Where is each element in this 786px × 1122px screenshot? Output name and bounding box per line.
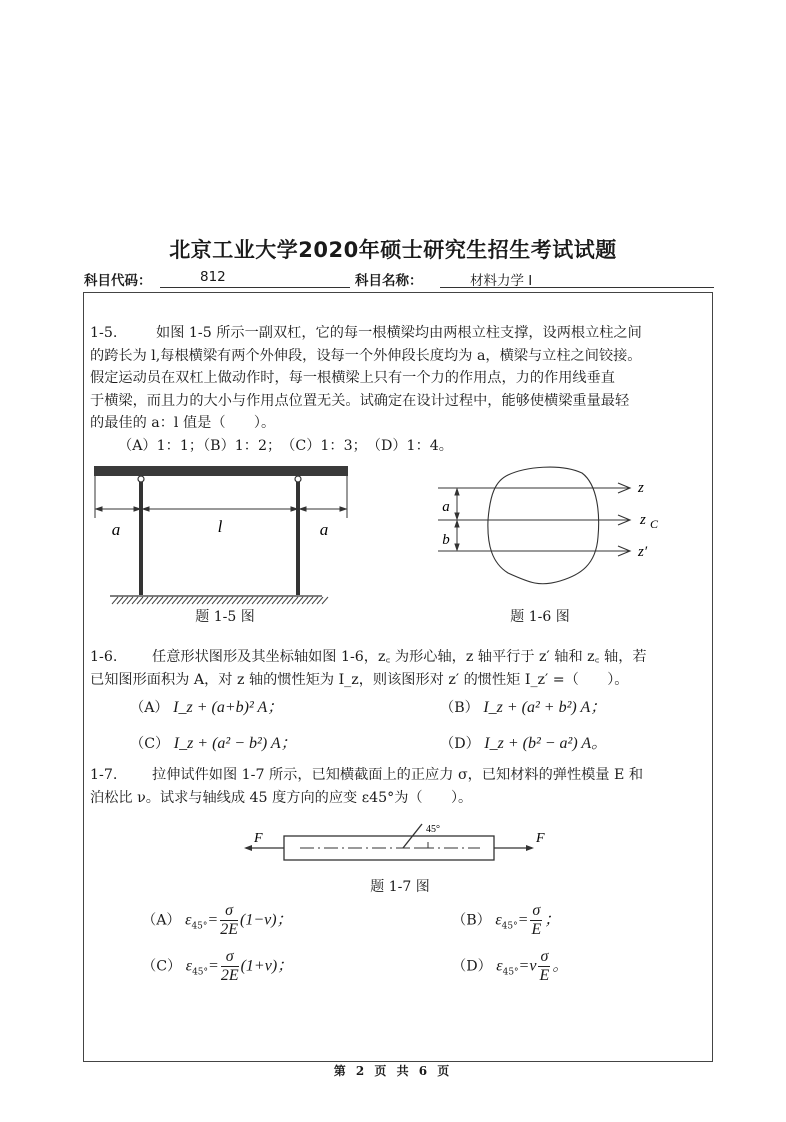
hatch-stroke: [192, 597, 198, 604]
figure-1-5-parallel-bars: [88, 458, 358, 608]
hatch-stroke: [257, 597, 263, 604]
crossbeam: [94, 466, 348, 476]
frac-numerator: σ: [220, 902, 238, 921]
figure-1-5-caption: 题 1-5 图: [195, 609, 255, 625]
hatch-stroke: [152, 597, 158, 604]
hatch-stroke: [167, 597, 173, 604]
frac-numerator: σ: [540, 948, 549, 965]
arbitrary-shape: [488, 467, 599, 584]
hatch-stroke: [307, 597, 313, 604]
q16-option-b: [440, 694, 606, 717]
force-label-left: F: [254, 831, 263, 846]
hatch-stroke: [237, 597, 243, 604]
option-expr: I_z + (a² − b²) A；: [173, 735, 297, 752]
q16-line-2: 已知图形面积为 A，对 z 轴的惯性矩为 I_z，则该图形对 z′ 的惯性矩 I_z′ =（ ）。: [90, 671, 629, 688]
frac-denominator: 2E: [220, 921, 238, 938]
angle-label: 45°: [426, 824, 440, 835]
q17-option-d: （D） $\varepsilon_{45^\circ}=\nu$ $\frac{\sigma}{E}$ 。: [452, 948, 569, 984]
dim-label-a-right: a: [319, 520, 329, 539]
hatch-stroke: [242, 597, 248, 604]
q15-number: 1-5.: [90, 325, 118, 341]
option-label: （D）: [440, 736, 480, 752]
hatch-stroke: [182, 597, 188, 604]
q17-number: 1-7.: [90, 767, 118, 783]
exam-title: 北京工业大学2020年硕士研究生招生考试试题: [169, 238, 617, 262]
post-left: [139, 482, 143, 595]
q17-option-a: （A） $\varepsilon_{45^\circ}=$ $\frac{\sigma}{2E}$ (1−ν)；: [142, 902, 293, 938]
force-label-right: F: [536, 831, 545, 846]
hatch-stroke: [162, 597, 168, 604]
strain-symbol: ε: [185, 957, 193, 975]
hatch-stroke: [112, 597, 118, 604]
hatch-stroke: [137, 597, 143, 604]
strain-subscript: 45°: [501, 921, 518, 932]
arrow-right: [526, 845, 534, 851]
dim-label-l: l: [217, 517, 223, 536]
strain-symbol: ε: [495, 911, 502, 929]
hatch-stroke: [207, 597, 213, 604]
hatch-stroke: [217, 597, 223, 604]
question-1-7: [90, 764, 710, 809]
q15-text-1: 如图 1-5 所示一副双杠，它的每一根横梁均由两根立柱支撑，设两根立柱之间: [156, 325, 642, 341]
frac-denominator: 2E: [220, 967, 239, 984]
hinge-right: [295, 476, 301, 482]
question-1-6: [90, 646, 710, 691]
dimension-lines: [96, 507, 346, 511]
option-tail: (1−ν)；: [239, 911, 293, 929]
hatch-stroke: [267, 597, 273, 604]
hatch-stroke: [272, 597, 278, 604]
hatch-stroke: [122, 597, 128, 604]
q16-number: 1-6.: [90, 649, 118, 665]
hatch-stroke: [292, 597, 298, 604]
hatch-stroke: [227, 597, 233, 604]
subject-code-value: 812: [200, 269, 226, 285]
hatch-stroke: [197, 597, 203, 604]
hatch-stroke: [132, 597, 138, 604]
hatch-stroke: [262, 597, 268, 604]
option-tail: 。: [552, 957, 569, 975]
figure-1-7-tension-specimen: [240, 818, 560, 868]
option-label: （C）: [130, 736, 170, 752]
option-label: （C）: [142, 958, 182, 975]
strain-symbol: ε: [185, 911, 192, 929]
strain-subscript: 45°: [502, 967, 519, 978]
q17-line-2: 泊松比 ν。试求与轴线成 45 度方向的应变 ε45°为（ ）。: [90, 789, 473, 806]
option-tail: ；: [544, 911, 561, 929]
frac-numerator: σ: [532, 902, 541, 919]
figure-1-6-caption: 题 1-6 图: [510, 609, 570, 625]
strain-symbol: ε: [496, 957, 503, 975]
angle-marker: [415, 842, 428, 848]
q15-line-5: 的最佳的 a：l 值是（ ）。: [90, 415, 276, 431]
hatch-stroke: [302, 597, 308, 604]
axis-label-z-prime: z′: [638, 544, 648, 560]
q17-option-b: （B） $\varepsilon_{45^\circ}=$ $\frac{\sigma}{E}$ ；: [452, 902, 561, 938]
hatch-stroke: [202, 597, 208, 604]
hatch-stroke: [252, 597, 258, 604]
option-tail: (1+ν)；: [240, 957, 294, 975]
hatch-stroke: [142, 597, 148, 604]
hatch-stroke: [232, 597, 238, 604]
dim-label-a-left: a: [111, 520, 121, 539]
option-expr: I_z + (a+b)² A；: [173, 699, 284, 716]
q15-line-2: 的跨长为 l,每根横梁有两个外伸段，设每一个外伸段长度均为 a，横梁与立柱之间铰接。: [90, 347, 642, 364]
post-right: [296, 482, 300, 595]
option-label: （D）: [452, 958, 492, 975]
q16-option-c: [130, 730, 297, 753]
option-label: （A）: [130, 700, 169, 716]
hatch-stroke: [187, 597, 193, 604]
hatch-stroke: [297, 597, 303, 604]
q15-line-3: 假定运动员在双杠上做动作时，每一根横梁上只有一个力的作用点，力的作用线垂直: [90, 370, 615, 386]
frac-denominator: E: [539, 967, 550, 984]
ground-hatch: [112, 597, 328, 604]
arrow-left: [244, 845, 252, 851]
strain-subscript: 45°: [191, 921, 208, 932]
q15-line-1: [90, 322, 710, 345]
hatch-stroke: [322, 597, 328, 604]
option-label: （B）: [440, 700, 479, 716]
axis-label-z: z: [638, 480, 644, 496]
q15-line-4: 于横梁，而且力的大小与作用点位置无关。试确定在设计过程中，能够使横梁重量最轻: [90, 392, 630, 409]
option-expr: I_z + (b² − a²) A。: [484, 735, 608, 752]
page-number: 第 2 页 共 6 页: [333, 1064, 453, 1078]
q16-option-d: [440, 730, 607, 753]
hatch-stroke: [287, 597, 293, 604]
q16-line-1: [90, 646, 710, 669]
option-label: （B）: [452, 912, 491, 929]
q15-options: （A）1：1；（B）1：2； （C）1：3； （D）1：4。: [118, 437, 453, 454]
subject-name-value: 材料力学 I: [470, 273, 533, 289]
hinge-left: [138, 476, 144, 482]
axis-label-zc: z: [640, 512, 646, 528]
q17-text-1: 拉伸试件如图 1-7 所示，已知横截面上的正应力 σ，已知材料的弹性模量 E 和: [152, 767, 644, 783]
hatch-stroke: [172, 597, 178, 604]
subject-name-label: 科目名称：: [355, 273, 423, 289]
figure-1-7-caption: 题 1-7 图: [370, 879, 430, 895]
hatch-stroke: [312, 597, 318, 604]
hatch-stroke: [147, 597, 153, 604]
q16-option-a: [130, 694, 283, 717]
frac-denominator: E: [531, 921, 542, 938]
axis-label-zc-sub: C: [650, 517, 659, 531]
q17-option-c: （C） $\varepsilon_{45^\circ}=$ $\frac{\sigma}{2E}$ (1+ν)；: [142, 948, 294, 984]
subject-code-underline: [160, 287, 350, 288]
figure-1-6-shape-axes: [430, 465, 670, 605]
hatch-stroke: [222, 597, 228, 604]
axes: [438, 483, 630, 556]
hatch-stroke: [247, 597, 253, 604]
subject-code-label: 科目代码：: [84, 273, 152, 289]
hatch-stroke: [282, 597, 288, 604]
label-b: b: [442, 532, 450, 548]
q16-text-1: 任意形状图形及其坐标轴如图 1-6，z꜀ 为形心轴，z 轴平行于 z′ 轴和 z꜀ 轴，若: [152, 649, 647, 665]
frac-numerator: σ: [221, 948, 239, 967]
question-1-5: [90, 322, 710, 457]
hatch-stroke: [117, 597, 123, 604]
hatch-stroke: [177, 597, 183, 604]
hatch-stroke: [212, 597, 218, 604]
option-expr: I_z + (a² + b²) A；: [483, 699, 607, 716]
q17-line-1: [90, 764, 710, 787]
poisson-factor: ν: [529, 957, 537, 975]
hatch-stroke: [277, 597, 283, 604]
hatch-stroke: [317, 597, 323, 604]
option-label: （A）: [142, 912, 181, 929]
hatch-stroke: [127, 597, 133, 604]
label-a: a: [442, 499, 450, 515]
strain-subscript: 45°: [192, 967, 209, 978]
hatch-stroke: [157, 597, 163, 604]
